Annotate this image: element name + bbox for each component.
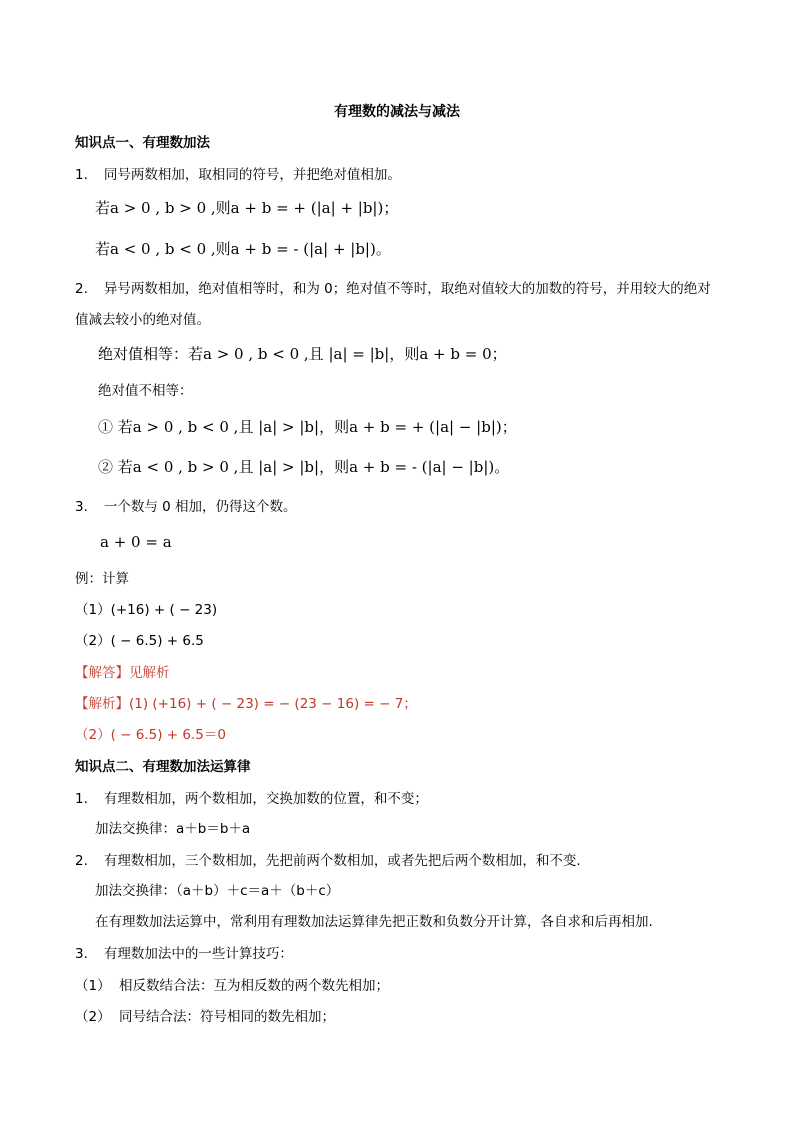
tip-opposite-numbers [75,977,389,995]
item-number: 1. [75,167,88,183]
item-number: 2. [75,853,88,869]
law-associative: 加法交换律：（a＋b）＋c＝a＋（b＋c） [95,883,340,899]
section1-item2-cont: 值减去较小的绝对值。 [75,312,210,328]
formula-same-sign-positive: 若a > 0 , b > 0 ,则a + b = + (|a| + |b|)； [95,199,399,217]
section1-item3 [75,498,297,516]
example-question-2: （2）( − 6.5) + 6.5 [75,633,204,649]
formula-unequal-case2: ② 若a < 0 , b > 0 ,且 |a| > |b|，则a + b = - (|a| − |b|)。 [98,458,510,476]
item-text: 有理数加法中的一些计算技巧： [103,946,293,962]
answer-line [75,664,170,682]
page-title: 有理数的减法与减法 [334,104,460,120]
answer-tag: 【解答】 [75,665,129,681]
tip-text: 同号结合法：符号相同的数先相加； [119,1009,335,1025]
section2-item3 [75,945,293,963]
item-text: 一个数与 0 相加，仍得这个数。 [103,499,297,515]
analysis-tag: 【解析】 [75,696,129,712]
formula-same-sign-negative: 若a < 0 , b < 0 ,则a + b = - (|a| + |b|)。 [95,240,391,258]
item-number: 3. [75,946,88,962]
item-number: 2. [75,281,88,297]
item-text: 异号两数相加，绝对值相等时，和为 0；绝对值不等时，取绝对值较大的加数的符号，并用较大的绝对 [103,281,711,297]
item-number: 3. [75,499,88,515]
section1-heading: 知识点一、有理数加法 [75,135,210,151]
item-text: 同号两数相加，取相同的符号，并把绝对值相加。 [103,167,401,183]
formula-unequal-case1: ① 若a > 0 , b < 0 ,且 |a| > |b|，则a + b = + (|a| − |b|)； [98,418,517,436]
item-number: 1. [75,791,88,807]
analysis-line [75,695,417,713]
tip-same-sign [75,1008,335,1026]
item-text: 有理数相加，两个数相加，交换加数的位置，和不变； [103,791,428,807]
section2-heading: 知识点二、有理数加法运算律 [75,759,251,775]
example-question-1: （1）(+16) + ( − 23) [75,602,218,618]
analysis-step-1: (1) (+16) + ( − 23) = − (23 − 16) = − 7； [129,696,417,712]
example-label: 例：计算 [75,571,129,587]
tip-text: 相反数结合法：互为相反数的两个数先相加； [119,978,389,994]
section1-item1 [75,166,401,184]
tip-number: （1） [75,978,111,994]
law-note: 在有理数加法运算中，常利用有理数加法运算律先把正数和负数分开计算，各自求和后再相加. [95,914,653,930]
formula-equal-abs: 绝对值相等：若a > 0 , b < 0 ,且 |a| = |b|，则a + b = 0； [98,345,507,363]
answer-text: 见解析 [129,665,170,681]
section2-item2 [75,852,581,870]
section1-item2 [75,280,711,298]
label-unequal-abs: 绝对值不相等： [98,383,193,399]
analysis-step-2: （2）( − 6.5) + 6.5＝0 [75,727,226,743]
item-text: 有理数相加，三个数相加，先把前两个数相加，或者先把后两个数相加，和不变. [103,853,581,869]
formula-add-zero: a + 0 = a [100,533,172,551]
law-commutative: 加法交换律：a＋b＝b＋a [95,821,251,837]
tip-number: （2） [75,1009,111,1025]
section2-item1 [75,790,428,808]
